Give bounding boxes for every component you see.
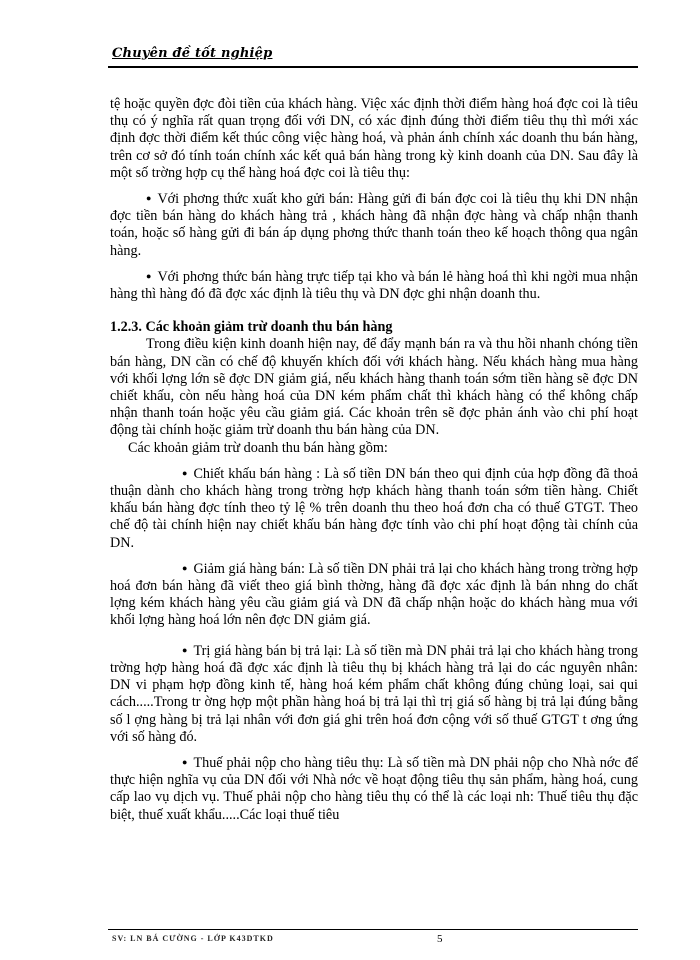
header-title: Chuyên đề tốt nghiệp xyxy=(112,46,273,61)
bullet-text: Chiết khấu bán hàng : Là số tiền DN bán theo qui định của hợp đồng đã thoả thuận dành cho khách hàng trong trờng hợp khách hàng thanh toán sớm tiền hàng. Chiết khấu bán hàng đợc tính theo tỷ lệ % trên doanh thu theo hoá đơn cha có thuế GTGT. Theo chế độ tài chính hiện nay chiết khấu bán hàng đợc tính vào chi phí hoạt động tài chính của DN. xyxy=(110,465,638,551)
bullet-text: Với phơng thức xuất kho gửi bán: Hàng gửi đi bán đợc coi là tiêu thụ khi DN nhận đợc tiền bán hàng do khách hàng trả , khách hàng đã nhận đợc hàng và chấp nhận thanh toán, hoặc số hàng gửi đi bán áp dụng phơng thức thanh toán theo kế hoạch thông qua ngân hàng. xyxy=(110,191,638,259)
bullet-item-taxes xyxy=(110,754,638,824)
header-rule xyxy=(108,66,638,68)
paragraph-intro: tệ hoặc quyền đợc đòi tiền của khách hàng. Việc xác định thời điểm hàng hoá đợc coi là tiêu thụ có ý nghĩa rất quan trọng đối với DN, có xác định đúng thời điểm tiêu thụ thì mới xác định đợc thời điểm kết thúc công việc hàng hoá, và phản ánh chính xác doanh thu bán hàng, trên cơ sở đó tính toán chính xác kết quả bán hàng trong kỳ kinh doanh của DN. Sau đây là một số trờng hợp cụ thể hàng hoá đợc coi là tiêu thụ: xyxy=(110,96,638,181)
body-content xyxy=(110,96,638,824)
page-number: 5 xyxy=(437,933,443,945)
paragraph-conditions: Trong điều kiện kinh doanh hiện nay, để đẩy mạnh bán ra và thu hồi nhanh chóng tiền bán hàng, DN cần có chế độ khuyến khích đối với khách hàng. Nếu khách hàng mua hàng với khối lợng lớn sẽ đợc DN giảm giá, nếu khách hàng thanh toán sớm tiền hàng sẽ đợc DN chiết khấu, còn nếu hàng hoá của DN kém phẩm chất thì khách hàng có thể không chấp nhận thanh toán hoặc yêu cầu giảm giá. Các khoản trên sẽ đợc phản ánh vào chi phí hoạt động tài chính hoặc giảm trừ doanh thu bán hàng của DN. xyxy=(110,336,638,439)
bullet-item-direct-sale xyxy=(110,268,638,303)
bullet-icon: ● xyxy=(146,270,152,281)
footer-rule xyxy=(108,929,638,930)
bullet-text: Giảm giá hàng bán: Là số tiền DN phải trả lại cho khách hàng trong trờng hợp hoá đơn bán hàng đã viết theo giá bình thờng, hàng đã đợc xác định là bán nhng do chất lợng kém khách hàng yêu cầu giảm giá và DN đã chấp nhận hoặc do khách hàng mua với khối lợng hàng hoá lớn nên đợc DN giảm giá. xyxy=(110,560,638,629)
footer-author: SV: LN BÁ CƯỜNG - LỚP K43DTKD xyxy=(112,934,274,943)
bullet-item-consignment xyxy=(110,190,638,260)
bullet-icon: ● xyxy=(182,467,188,478)
bullet-text: Trị giá hàng bán bị trả lại: Là số tiền mà DN phải trả lại cho khách hàng trong trờng hợp hàng hoá đã đợc xác định là tiêu thụ bị khách hàng trả lại do các nguyên nhân: DN vi phạm hợp đồng kinh tế, hàng hoá kém phẩm chất không đúng chủng loại, sai qui cách.....Trong tr ờng hợp một phần hàng hoá bị trả lại thì trị giá số hàng bị trả lại đúng bằng số l ợng hàng bị trả lại nhân với đơn giá ghi trên hoá đơn cộng với số thuế GTGT t ơng ứng với số hàng đó. xyxy=(110,642,638,745)
bullet-icon: ● xyxy=(146,193,152,204)
bullet-item-price-reduction xyxy=(110,560,638,630)
bullet-text: Thuế phải nộp cho hàng tiêu thụ: Là số tiền mà DN phải nộp cho Nhà nớc để thực hiện nghĩa vụ của DN đối với Nhà nớc về hoạt động tiêu thụ sản phẩm, hàng hoá, cung cấp lao vụ dịch vụ. Thuế phải nộp cho hàng tiêu thụ có thể là các loại nh: Thuế tiêu thụ đặc biệt, thuế xuất khẩu.....Các loại thuế tiêu xyxy=(110,754,638,823)
paragraph-list-intro: Các khoản giảm trừ doanh thu bán hàng gồm: xyxy=(128,439,388,456)
bullet-icon: ● xyxy=(182,756,188,767)
bullet-item-returns xyxy=(110,642,638,746)
bullet-item-discount xyxy=(110,465,638,552)
bullet-text: Với phơng thức bán hàng trực tiếp tại kho và bán lẻ hàng hoá thì khi ngời mua nhận hàng thì hàng đó đã đợc xác định là tiêu thụ và DN đợc ghi nhận doanh thu. xyxy=(110,268,638,303)
section-heading: 1.2.3. Các khoản giảm trừ doanh thu bán hàng xyxy=(110,319,393,336)
bullet-icon: ● xyxy=(182,644,188,655)
bullet-icon: ● xyxy=(182,562,188,573)
